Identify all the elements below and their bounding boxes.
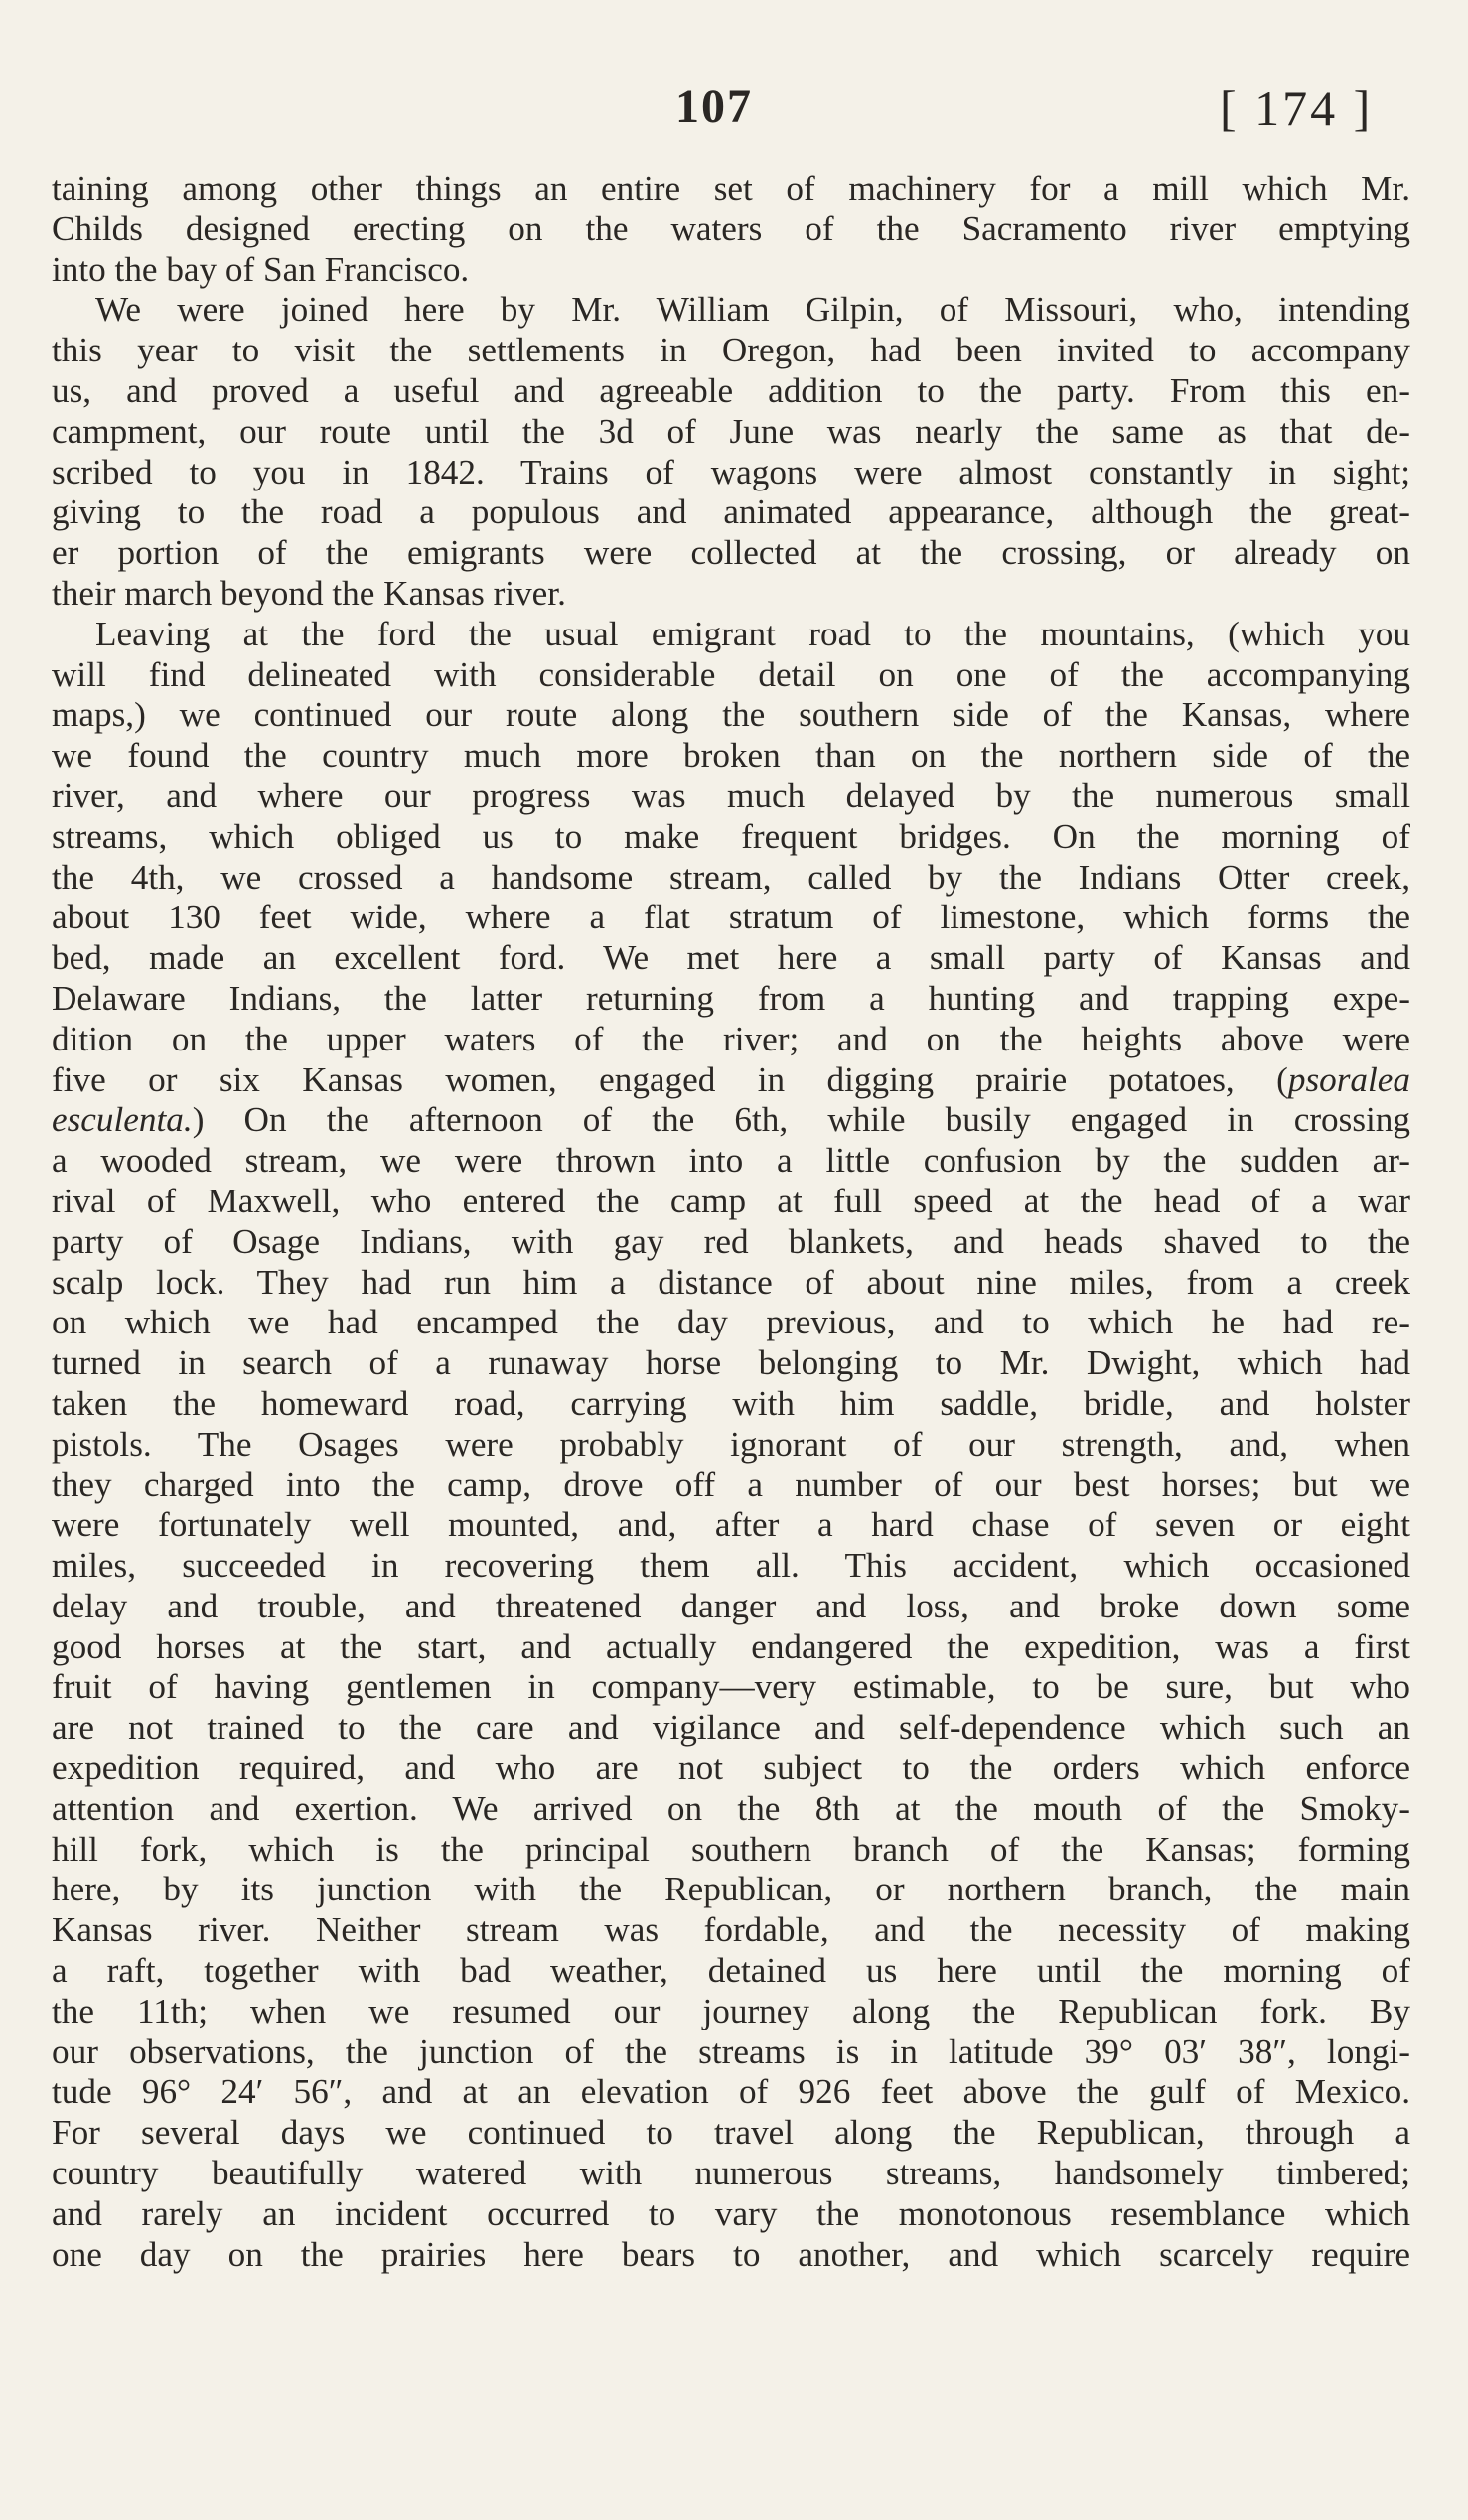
text-line: rival of Maxwell, who entered the camp at full speed at the head of a war [52,1181,1410,1220]
text-line: scalp lock. They had run him a distance of about nine miles, from a creek [52,1262,1410,1302]
text-line: giving to the road a populous and animated appearance, although the great- [52,492,1410,532]
text-line: country beautifully watered with numerous streams, handsomely timbered; [52,2154,1410,2193]
text-line: miles, succeeded in recovering them all. This accident, which occasioned [52,1546,1410,1586]
text-line: and rarely an incident occurred to vary the monotonous resemblance which [52,2193,1410,2233]
text-line: scribed to you in 1842. Trains of wagons were almost constantly in sight; [52,452,1410,491]
text-line: er portion of the emigrants were collected at the crossing, or already on [52,533,1410,573]
text-line: Kansas river. Neither stream was fordable, and the necessity of making [52,1910,1410,1950]
text-line: Childs designed erecting on the waters of the Sacramento river emptying [52,209,1410,248]
text-line: taining among other things an entire set of machinery for a mill which Mr. [52,169,1410,208]
text-line: into the bay of San Francisco. [52,249,470,289]
text-line: attention and exertion. We arrived on the 8th at the mouth of the Smoky- [52,1788,1410,1828]
text-line: here, by its junction with the Republican, or northern branch, the main [52,1870,1410,1909]
text-line: pistols. The Osages were probably ignorant of our strength, and, when [52,1424,1410,1464]
paragraph [52,169,1410,290]
text-line: streams, which obliged us to make frequent bridges. On the morning of [52,816,1410,856]
text-line: hill fork, which is the principal southern branch of the Kansas; forming [52,1829,1410,1869]
text-line: a raft, together with bad weather, detained us here until the morning of [52,1951,1410,1991]
text-line: bed, made an excellent ford. We met here a small party of Kansas and [52,938,1410,978]
text-line: tude 96° 24′ 56″, and at an elevation of 926 feet above the gulf of Mexico. [52,2072,1410,2112]
text-line: expedition required, and who are not subject to the orders which enforce [52,1749,1410,1788]
text-line: us, and proved a useful and agreeable addition to the party. From this en- [52,370,1410,410]
text-line: turned in search of a runaway horse belonging to Mr. Dwight, which had [52,1343,1410,1383]
page-number: 107 [675,80,753,133]
text-line: their march beyond the Kansas river. [52,573,566,613]
text-line: the 4th, we crossed a handsome stream, called by the Indians Otter creek, [52,857,1410,897]
text-line: on which we had encamped the day previous, and to which he had re- [52,1303,1410,1342]
page-header [0,71,1468,151]
text-line: good horses at the start, and actually endangered the expedition, was a first [52,1626,1410,1666]
text-line: a wooded stream, we were thrown into a little confusion by the sudden ar- [52,1141,1410,1181]
text-line: esculenta.) On the afternoon of the 6th, while busily engaged in crossing [52,1100,1410,1140]
text-line: we found the country much more broken than on the northern side of the [52,736,1410,775]
text-line: our observations, the junction of the streams is in latitude 39° 03′ 38″, longi- [52,2031,1410,2071]
text-line: fruit of having gentlemen in company—very estimable, to be sure, but who [52,1667,1410,1707]
text-line: five or six Kansas women, engaged in digging prairie potatoes, (psoralea [52,1059,1410,1099]
text-line: We were joined here by Mr. William Gilpin, of Missouri, who, intending [95,290,1410,330]
text-line: campment, our route until the 3d of June was nearly the same as that de- [52,411,1410,451]
text-line: For several days we continued to travel along the Republican, through a [52,2113,1410,2153]
text-line: maps,) we continued our route along the southern side of the Kansas, where [52,695,1410,735]
paragraph [52,290,1410,614]
text-line: delay and trouble, and threatened danger and loss, and broke down some [52,1586,1410,1625]
text-line: will find delineated with considerable detail on one of the accompanying [52,654,1410,694]
document-number: [ 174 ] [1220,80,1374,136]
text-line: are not trained to the care and vigilance and self-dependence which such an [52,1708,1410,1748]
text-line: river, and where our progress was much delayed by the numerous small [52,775,1410,815]
text-line: dition on the upper waters of the river; and on the heights above were [52,1019,1410,1058]
text-line: Delaware Indians, the latter returning from a hunting and trapping expe- [52,978,1410,1018]
text-line: they charged into the camp, drove off a number of our best horses; but we [52,1465,1410,1504]
body-text [52,169,1410,2275]
text-line: about 130 feet wide, where a flat stratum of limestone, which forms the [52,898,1410,937]
text-line: taken the homeward road, carrying with him saddle, bridle, and holster [52,1383,1410,1423]
text-line: were fortunately well mounted, and, after a hard chase of seven or eight [52,1505,1410,1545]
text-line: this year to visit the settlements in Oregon, had been invited to accompany [52,331,1410,370]
text-line: Leaving at the ford the usual emigrant road to the mountains, (which you [95,614,1410,653]
text-line: one day on the prairies here bears to another, and which scarcely require [52,2234,1410,2274]
text-line: party of Osage Indians, with gay red blankets, and heads shaved to the [52,1221,1410,1261]
text-line: the 11th; when we resumed our journey along the Republican fork. By [52,1991,1410,2030]
paragraph [52,615,1410,2276]
